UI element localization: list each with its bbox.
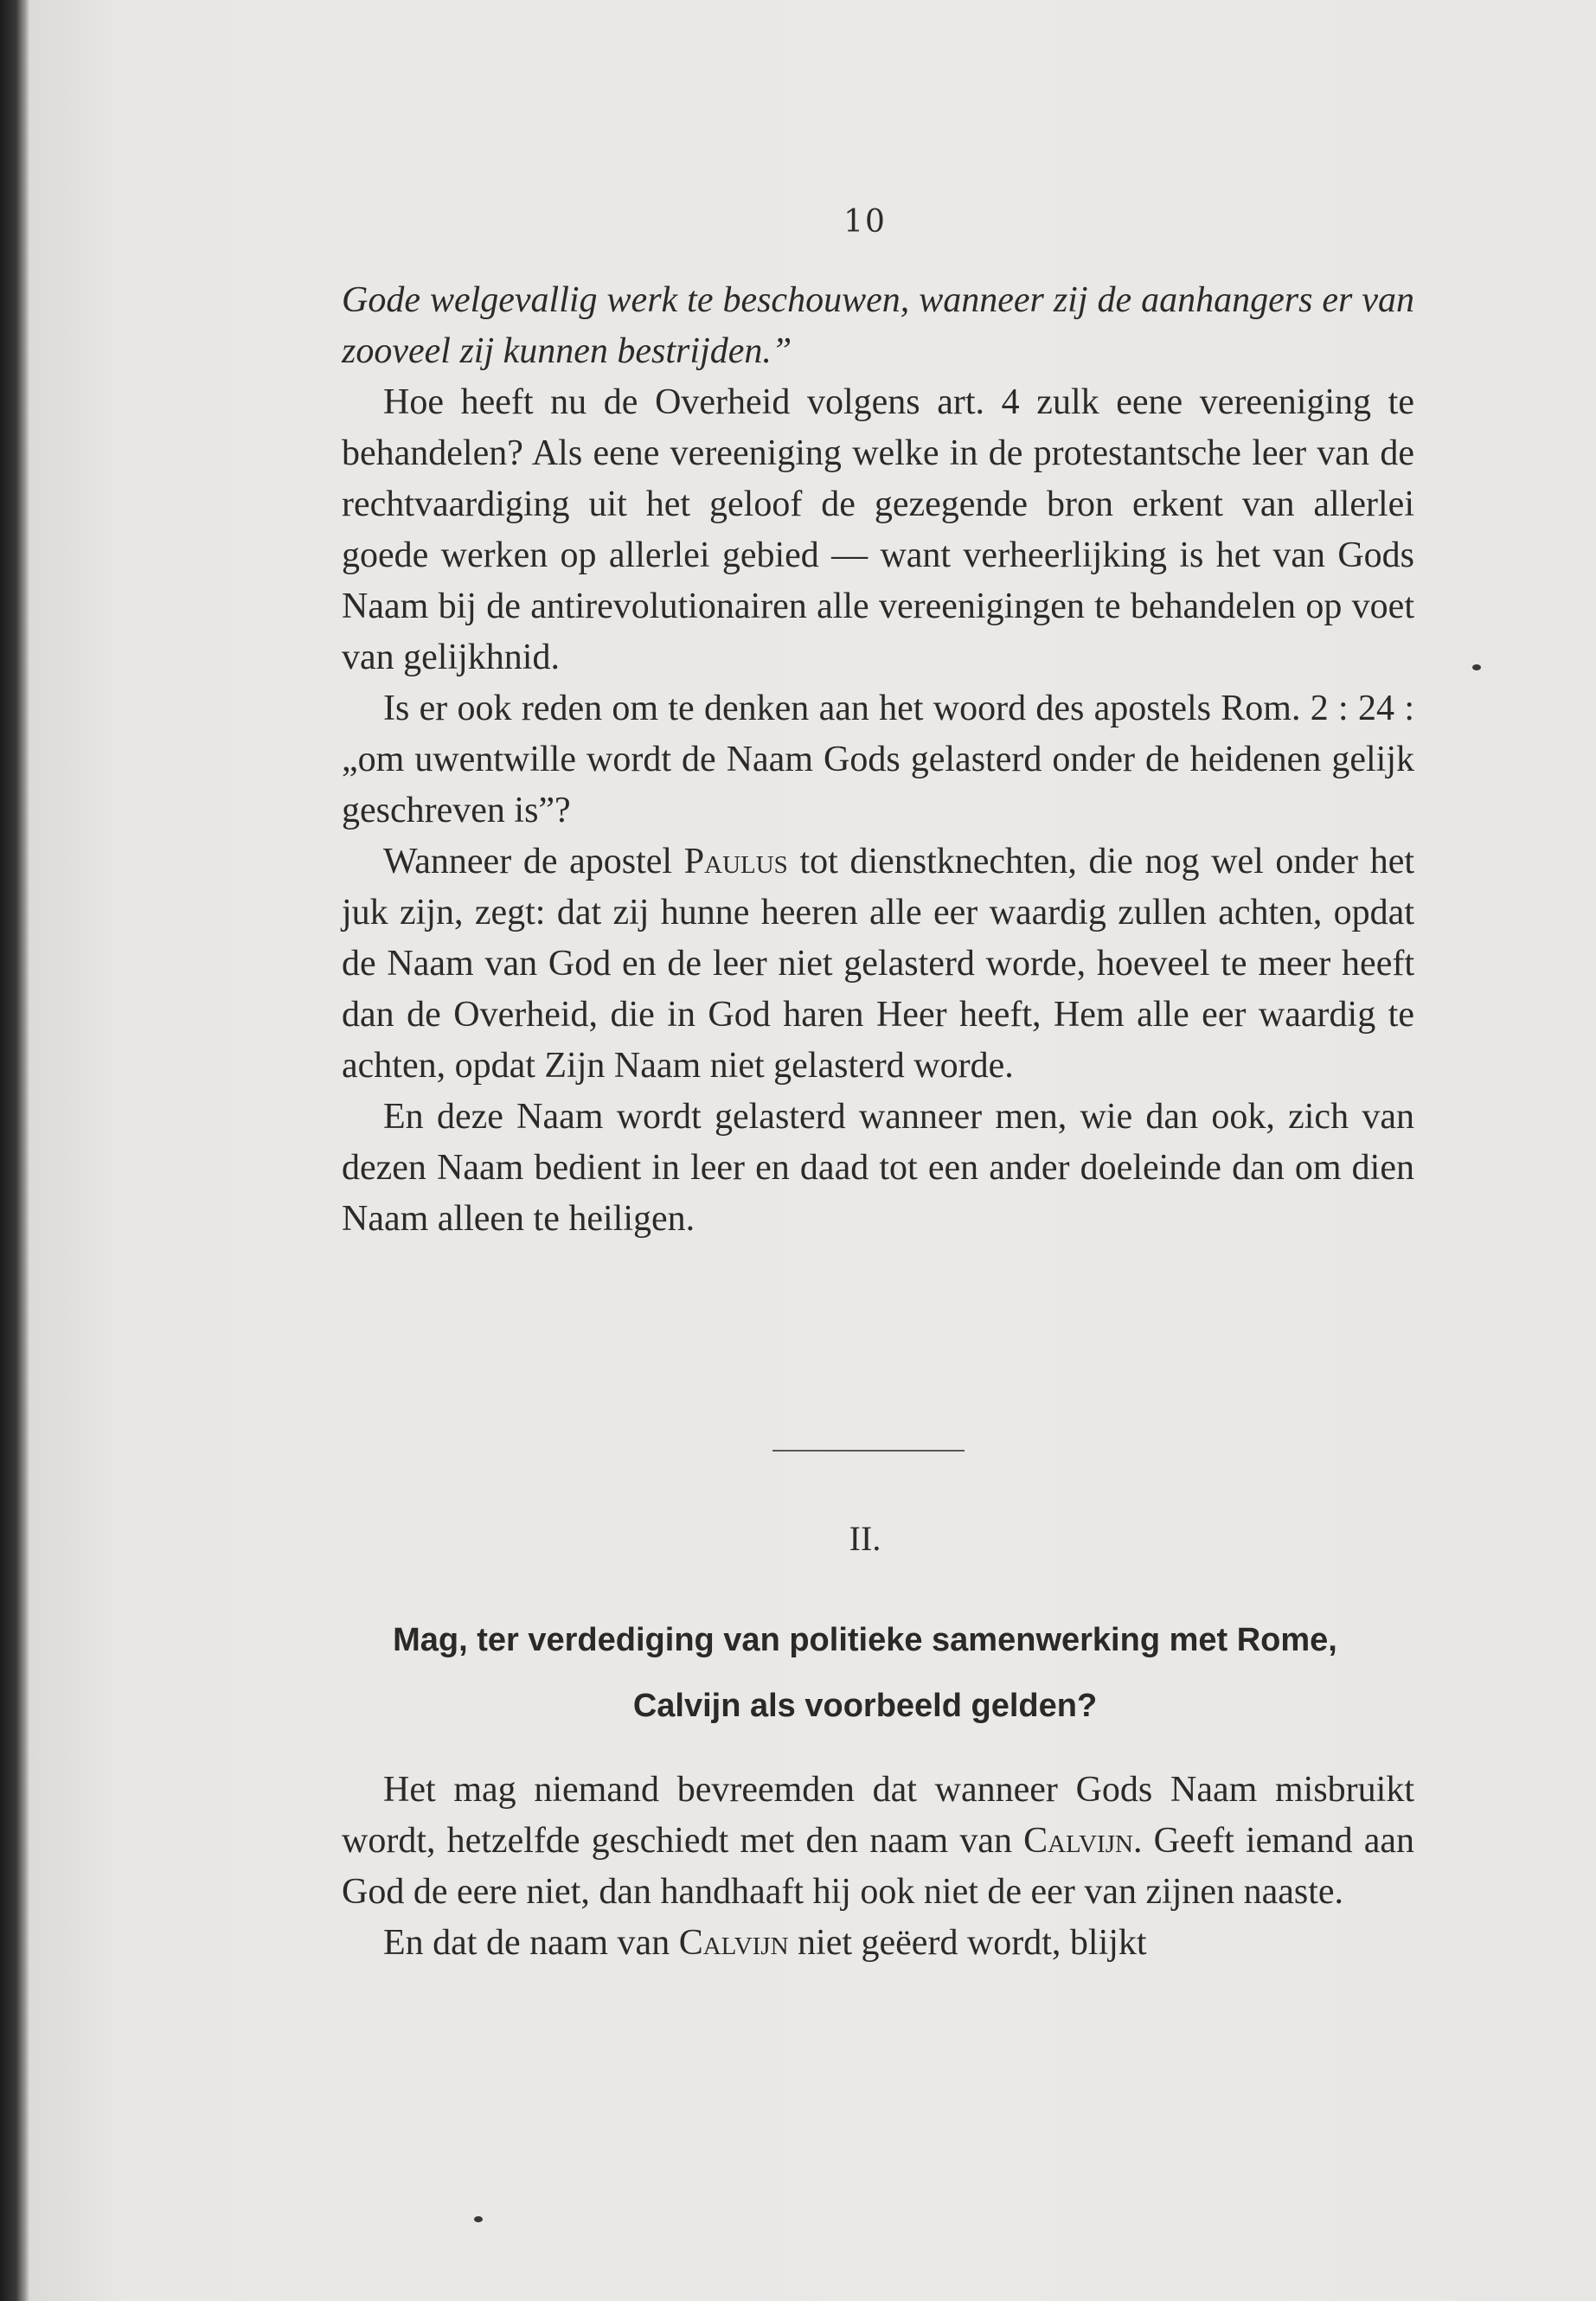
section-divider-rule	[772, 1450, 965, 1452]
paragraph: En deze Naam wordt gelasterd wanneer men, wie dan ook, zich van dezen Naam bedient in leer en daad tot een ander doeleinde dan om dien Naam alleen te heiligen.	[342, 1097, 1414, 1239]
paragraph-text: . Geeft iemand aan God de eere niet, dan handhaaft hij ook niet de eer van zijnen naaste.	[342, 1821, 1414, 1912]
section-heading-line-2: Calvijn als voorbeeld gelden?	[632, 1688, 1098, 1724]
paragraph-text: tot dienstknechten, die nog wel onder het juk zijn, zegt: dat zij hunne heeren alle eer waardig zullen achten, opdat de Naam van God en de leer niet gelasterd worde, hoeveel te meer heeft dan de Overheid, die in God haren Heer heeft, Hem alle eer waardig te achten, opdat Zijn Naam niet gelasterd worde.	[342, 842, 1415, 1086]
small-caps-name: Paulus	[683, 842, 788, 881]
paragraph	[342, 1765, 1414, 1918]
small-caps-name: Calvijn	[678, 1923, 789, 1963]
paragraph: Gode welgevallig werk te beschouwen, wanneer zij de aanhangers er van zooveel zij kunnen bestrijden.”	[342, 280, 1414, 371]
page-number: 10	[843, 204, 887, 240]
paragraph: Hoe heeft nu de Overheid volgens art. 4 zulk eene vereeniging te behandelen? Als eene vereeniging welke in de protestantsche leer van de rechtvaardiging uit het geloof de gezegende bron erkent van allerlei goede werken op allerlei gebied — want verheerlijking is het van Gods Naam bij de antirevolutionairen alle vereenigingen te behandelen op voet van gelijkhnid.	[342, 382, 1414, 677]
section-heading	[333, 1607, 1397, 1739]
paragraph-text: Wanneer de apostel	[383, 842, 684, 881]
paragraph: Is er ook reden om te denken aan het woord des apostels Rom. 2 : 24 : „om uwentwille wordt de Naam Gods gelasterd onder de heidenen gelijk geschreven is”?	[342, 689, 1414, 830]
ink-speck	[474, 2216, 483, 2222]
paragraph	[342, 1918, 1414, 1969]
book-spine-shadow	[0, 0, 29, 2301]
body-text-bottom	[342, 1765, 1414, 1969]
section-number: II.	[849, 1519, 881, 1558]
paragraph-text: En dat de naam van	[383, 1923, 679, 1963]
body-text-top	[342, 275, 1414, 1245]
paragraph-text: niet geëerd wordt, blijkt	[788, 1923, 1147, 1963]
paragraph-text: Het mag niemand bevreemden dat wanneer Gods Naam misbruikt wordt, hetzelfde geschiedt met den naam van	[342, 1770, 1414, 1861]
ink-speck	[1472, 664, 1481, 670]
section-heading-line-1: Mag, ter verdediging van politieke samenwerking met Rome,	[393, 1622, 1337, 1658]
small-caps-name: Calvijn	[1023, 1821, 1133, 1861]
paragraph	[342, 836, 1414, 1092]
